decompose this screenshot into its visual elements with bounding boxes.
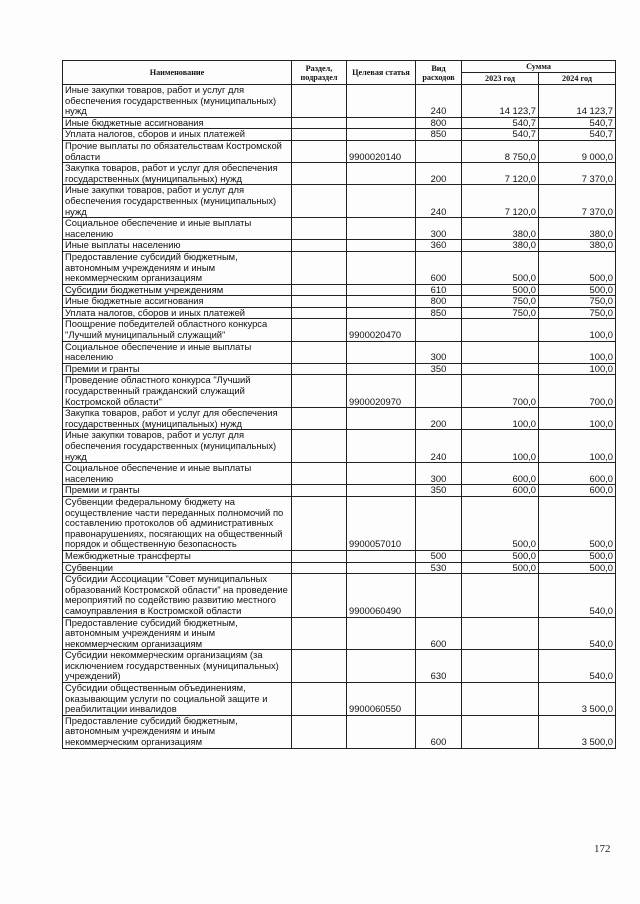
- cell-kind: 240: [416, 185, 462, 218]
- cell-2024: 3 500,0: [539, 715, 616, 748]
- cell-name: Субсидии некоммерческим организациям (за исключением государственных (муниципальных) учреждений): [63, 650, 292, 683]
- table-row: [63, 375, 616, 408]
- cell-2024: 540,0: [539, 574, 616, 617]
- cell-2024: 500,0: [539, 550, 616, 562]
- cell-name: Предоставление субсидий бюджетным, автономным учреждениям и иным некоммерческим организациям: [63, 715, 292, 748]
- cell-target: [347, 650, 416, 683]
- cell-kind: 240: [416, 85, 462, 118]
- cell-name: Социальное обеспечение и иные выплаты населению: [63, 463, 292, 485]
- cell-2023: 600,0: [462, 463, 539, 485]
- cell-2024: 380,0: [539, 240, 616, 252]
- cell-2023: 500,0: [462, 284, 539, 296]
- cell-2023: 500,0: [462, 251, 539, 284]
- cell-name: Уплата налогов, сборов и иных платежей: [63, 129, 292, 141]
- cell-target: [347, 715, 416, 748]
- cell-kind: 610: [416, 284, 462, 296]
- header-target: Целевая статья: [347, 61, 416, 85]
- cell-2023: 540,7: [462, 129, 539, 141]
- table-row: [63, 307, 616, 319]
- cell-name: Иные закупки товаров, работ и услуг для обеспечения государственных (муниципальных) нужд: [63, 185, 292, 218]
- cell-2024: 100,0: [539, 430, 616, 463]
- table-row: [63, 251, 616, 284]
- cell-2023: 380,0: [462, 218, 539, 240]
- cell-2024: 500,0: [539, 496, 616, 550]
- cell-name: Предоставление субсидий бюджетным, автономным учреждениям и иным некоммерческим организациям: [63, 251, 292, 284]
- header-year-2023: 2023 год: [462, 73, 539, 85]
- cell-kind: 800: [416, 296, 462, 308]
- cell-2023: 100,0: [462, 430, 539, 463]
- cell-2023: 380,0: [462, 240, 539, 252]
- cell-kind: 200: [416, 408, 462, 430]
- cell-2023: [462, 574, 539, 617]
- table-row: [63, 218, 616, 240]
- table-row: [63, 550, 616, 562]
- cell-2024: 9 000,0: [539, 140, 616, 162]
- cell-kind: 850: [416, 129, 462, 141]
- cell-2023: [462, 683, 539, 716]
- table-row: [63, 408, 616, 430]
- cell-2024: 750,0: [539, 296, 616, 308]
- cell-target: 9900060490: [347, 574, 416, 617]
- cell-2023: [462, 650, 539, 683]
- table-row: [63, 85, 616, 118]
- cell-kind: 200: [416, 163, 462, 185]
- cell-target: [347, 363, 416, 375]
- cell-name: Межбюджетные трансферты: [63, 550, 292, 562]
- cell-name: Иные закупки товаров, работ и услуг для обеспечения государственных (муниципальных) нужд: [63, 85, 292, 118]
- cell-name: Закупка товаров, работ и услуг для обеспечения государственных (муниципальных) нужд: [63, 163, 292, 185]
- cell-kind: 360: [416, 240, 462, 252]
- cell-target: [347, 240, 416, 252]
- cell-section: [292, 650, 347, 683]
- cell-2023: 100,0: [462, 408, 539, 430]
- cell-2023: 7 120,0: [462, 185, 539, 218]
- cell-section: [292, 430, 347, 463]
- cell-name: Иные бюджетные ассигнования: [63, 117, 292, 129]
- header-name: Наименование: [63, 61, 292, 85]
- cell-section: [292, 240, 347, 252]
- cell-2023: 7 120,0: [462, 163, 539, 185]
- cell-target: [347, 251, 416, 284]
- cell-section: [292, 375, 347, 408]
- cell-2024: 100,0: [539, 319, 616, 341]
- cell-section: [292, 485, 347, 497]
- cell-kind: 350: [416, 485, 462, 497]
- cell-target: [347, 85, 416, 118]
- table-header: [63, 61, 616, 85]
- cell-2024: 700,0: [539, 375, 616, 408]
- cell-section: [292, 218, 347, 240]
- table-row: [63, 574, 616, 617]
- cell-kind: [416, 683, 462, 716]
- cell-target: [347, 430, 416, 463]
- cell-2024: 750,0: [539, 307, 616, 319]
- cell-section: [292, 296, 347, 308]
- cell-kind: 600: [416, 251, 462, 284]
- cell-name: Премии и гранты: [63, 363, 292, 375]
- cell-section: [292, 341, 347, 363]
- header-section: Раздел, подраздел: [292, 61, 347, 85]
- cell-kind: 300: [416, 218, 462, 240]
- cell-target: [347, 129, 416, 141]
- cell-section: [292, 363, 347, 375]
- cell-2024: 540,7: [539, 129, 616, 141]
- cell-name: Субсидии бюджетным учреждениям: [63, 284, 292, 296]
- cell-target: [347, 185, 416, 218]
- cell-kind: [416, 140, 462, 162]
- cell-2023: 14 123,7: [462, 85, 539, 118]
- cell-kind: 600: [416, 617, 462, 650]
- cell-2023: [462, 363, 539, 375]
- cell-target: [347, 284, 416, 296]
- cell-name: Уплата налогов, сборов и иных платежей: [63, 307, 292, 319]
- cell-section: [292, 617, 347, 650]
- table-row: [63, 117, 616, 129]
- cell-2023: 700,0: [462, 375, 539, 408]
- cell-kind: 350: [416, 363, 462, 375]
- cell-2024: 7 370,0: [539, 163, 616, 185]
- cell-2024: 540,0: [539, 650, 616, 683]
- cell-2024: 100,0: [539, 363, 616, 375]
- table-row: [63, 296, 616, 308]
- cell-section: [292, 117, 347, 129]
- cell-target: 9900057010: [347, 496, 416, 550]
- cell-section: [292, 85, 347, 118]
- cell-name: Субсидии общественным объединениям, оказывающим услуги по социальной защите и реабилитации инвалидов: [63, 683, 292, 716]
- cell-section: [292, 574, 347, 617]
- cell-target: [347, 307, 416, 319]
- cell-2024: 600,0: [539, 485, 616, 497]
- cell-section: [292, 185, 347, 218]
- cell-target: 9900060550: [347, 683, 416, 716]
- cell-target: [347, 562, 416, 574]
- cell-name: Социальное обеспечение и иные выплаты населению: [63, 341, 292, 363]
- table-row: [63, 319, 616, 341]
- cell-kind: [416, 496, 462, 550]
- cell-2023: 600,0: [462, 485, 539, 497]
- cell-kind: 300: [416, 341, 462, 363]
- table-row: [63, 496, 616, 550]
- cell-section: [292, 319, 347, 341]
- cell-section: [292, 307, 347, 319]
- cell-target: 9900020470: [347, 319, 416, 341]
- cell-kind: 240: [416, 430, 462, 463]
- cell-kind: [416, 375, 462, 408]
- table-row: [63, 240, 616, 252]
- cell-kind: 530: [416, 562, 462, 574]
- cell-target: 9900020140: [347, 140, 416, 162]
- cell-kind: 800: [416, 117, 462, 129]
- table-row: [63, 284, 616, 296]
- header-year-2024: 2024 год: [539, 73, 616, 85]
- cell-name: Иные выплаты населению: [63, 240, 292, 252]
- cell-2023: [462, 341, 539, 363]
- cell-2023: [462, 715, 539, 748]
- table-row: [63, 463, 616, 485]
- table-row: [63, 341, 616, 363]
- header-kind: Вид расходов: [416, 61, 462, 85]
- cell-target: [347, 117, 416, 129]
- cell-target: [347, 463, 416, 485]
- cell-2024: 540,0: [539, 617, 616, 650]
- cell-section: [292, 284, 347, 296]
- table-row: [63, 650, 616, 683]
- cell-2024: 3 500,0: [539, 683, 616, 716]
- cell-name: Иные бюджетные ассигнования: [63, 296, 292, 308]
- cell-2023: 500,0: [462, 496, 539, 550]
- cell-2023: 500,0: [462, 562, 539, 574]
- cell-2023: 500,0: [462, 550, 539, 562]
- cell-target: [347, 617, 416, 650]
- cell-name: Субвенции: [63, 562, 292, 574]
- cell-kind: 600: [416, 715, 462, 748]
- cell-section: [292, 163, 347, 185]
- cell-kind: [416, 319, 462, 341]
- table-row: [63, 129, 616, 141]
- cell-section: [292, 496, 347, 550]
- cell-name: Субвенции федеральному бюджету на осуществление части переданных полномочий по составлению протоколов об административных правонарушениях, посягающих на общественный порядок и общественную безопасность: [63, 496, 292, 550]
- page-number: 172: [594, 843, 611, 855]
- table-body: [63, 85, 616, 749]
- cell-2024: 500,0: [539, 562, 616, 574]
- table-row: [63, 430, 616, 463]
- cell-section: [292, 140, 347, 162]
- table-row: [63, 562, 616, 574]
- cell-target: [347, 485, 416, 497]
- cell-2023: [462, 617, 539, 650]
- cell-2023: 750,0: [462, 296, 539, 308]
- cell-2024: 600,0: [539, 463, 616, 485]
- cell-kind: 850: [416, 307, 462, 319]
- cell-target: 9900020970: [347, 375, 416, 408]
- table-row: [63, 715, 616, 748]
- cell-name: Прочие выплаты по обязательствам Костромской области: [63, 140, 292, 162]
- cell-2024: 14 123,7: [539, 85, 616, 118]
- cell-2024: 380,0: [539, 218, 616, 240]
- table-row: [63, 617, 616, 650]
- table-row: [63, 140, 616, 162]
- cell-target: [347, 296, 416, 308]
- table-row: [63, 185, 616, 218]
- cell-kind: [416, 574, 462, 617]
- table-row: [63, 683, 616, 716]
- cell-name: Премии и гранты: [63, 485, 292, 497]
- cell-section: [292, 562, 347, 574]
- table-row: [63, 485, 616, 497]
- cell-kind: 500: [416, 550, 462, 562]
- cell-target: [347, 163, 416, 185]
- cell-2024: 540,7: [539, 117, 616, 129]
- cell-section: [292, 715, 347, 748]
- table-row: [63, 363, 616, 375]
- cell-2023: 8 750,0: [462, 140, 539, 162]
- cell-target: [347, 550, 416, 562]
- cell-section: [292, 129, 347, 141]
- cell-section: [292, 251, 347, 284]
- cell-section: [292, 408, 347, 430]
- cell-2024: 500,0: [539, 251, 616, 284]
- cell-kind: 300: [416, 463, 462, 485]
- cell-name: Субсидии Ассоциации "Совет муниципальных образований Костромской области" на проведение мероприятий по содействию развитию местного самоуправления в Костромской области: [63, 574, 292, 617]
- cell-2024: 7 370,0: [539, 185, 616, 218]
- header-sum: Сумма: [462, 61, 616, 73]
- cell-2024: 100,0: [539, 341, 616, 363]
- cell-2023: 540,7: [462, 117, 539, 129]
- cell-name: Проведение областного конкурса "Лучший государственный гражданский служащий Костромской области": [63, 375, 292, 408]
- table-row: [63, 163, 616, 185]
- cell-target: [347, 341, 416, 363]
- cell-section: [292, 683, 347, 716]
- cell-kind: 630: [416, 650, 462, 683]
- cell-target: [347, 218, 416, 240]
- cell-2023: 750,0: [462, 307, 539, 319]
- cell-section: [292, 463, 347, 485]
- cell-name: Закупка товаров, работ и услуг для обеспечения государственных (муниципальных) нужд: [63, 408, 292, 430]
- cell-target: [347, 408, 416, 430]
- cell-name: Иные закупки товаров, работ и услуг для обеспечения государственных (муниципальных) нужд: [63, 430, 292, 463]
- cell-2023: [462, 319, 539, 341]
- cell-2024: 500,0: [539, 284, 616, 296]
- cell-section: [292, 550, 347, 562]
- cell-name: Поощрение победителей областного конкурса "Лучший муниципальный служащий": [63, 319, 292, 341]
- cell-name: Предоставление субсидий бюджетным, автономным учреждениям и иным некоммерческим организациям: [63, 617, 292, 650]
- cell-name: Социальное обеспечение и иные выплаты населению: [63, 218, 292, 240]
- cell-2024: 100,0: [539, 408, 616, 430]
- budget-table: [62, 60, 616, 749]
